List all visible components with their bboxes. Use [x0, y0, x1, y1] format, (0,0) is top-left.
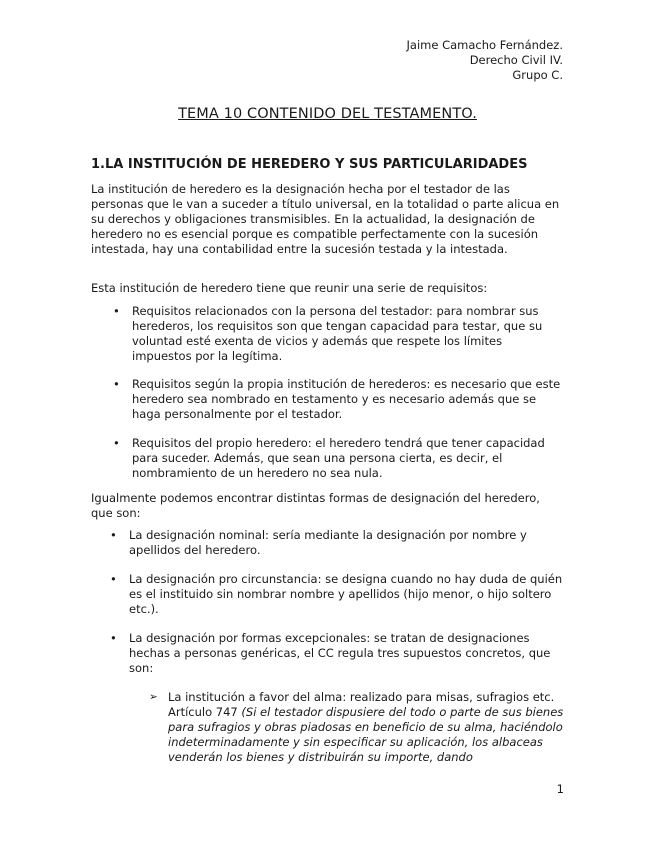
- list-item: [110, 572, 563, 617]
- header-course: Derecho Civil IV.: [469, 53, 563, 67]
- requisites-intro: Esta institución de heredero tiene que reunir una serie de requisitos:: [91, 281, 488, 295]
- requisite-text: Requisitos relacionados con la persona del testador: para nombrar sus herederos, los requisitos son que tengan capacidad para testar, que su voluntad esté exenta de vicios y además que respete los límites impuestos por la legítima.: [132, 304, 543, 363]
- requisite-text: Requisitos según la propia institución de herederos: es necesario que este heredero sea nombrado en testamento y es necesario además que se haga personalmente por el testador.: [132, 377, 561, 421]
- arrow-bullet-icon: ➢: [149, 691, 158, 703]
- page-number: 1: [556, 782, 564, 796]
- forms-intro: Igualmente podemos encontrar distintas formas de designación del heredero, que son:: [91, 491, 540, 520]
- sub-item-paragraph: [168, 690, 567, 765]
- list-item: [110, 528, 563, 558]
- bullet-disc-icon: •: [110, 631, 117, 645]
- sub-item-text: La institución a favor del alma: realizado para misas, sufragios etc. Artículo 747: [168, 690, 555, 719]
- document-title: TEMA 10 CONTENIDO DEL TESTAMENTO.: [178, 106, 477, 122]
- section-heading: 1.LA INSTITUCIÓN DE HEREDERO Y SUS PARTICULARIDADES: [91, 157, 528, 172]
- sub-item-quote: (Si el testador dispusiere del todo o parte de sus bienes para sufragios y obras piadosas en beneficio de su alma, haciéndolo indeterminadamente y sin especificar su aplicación, los albaceas venderán los bienes y distribuirán su importe, dando: [168, 705, 564, 764]
- sub-list-item: [149, 690, 567, 765]
- form-text: La designación nominal: sería mediante la designación por nombre y apellidos del heredero.: [129, 528, 527, 557]
- list-item: [113, 377, 563, 422]
- header-author: Jaime Camacho Fernández.: [406, 38, 563, 52]
- requisite-text: Requisitos del propio heredero: el heredero tendrá que tener capacidad para suceder. Además, que sean una persona cierta, es decir, el nombramiento de un heredero no sea nula.: [132, 436, 545, 480]
- form-text: La designación por formas excepcionales: se tratan de designaciones hechas a personas genéricas, el CC regula tres supuestos concretos, que son:: [129, 631, 551, 675]
- intro-paragraph: La institución de heredero es la designación hecha por el testador de las personas que le van a suceder a título universal, en la totalidad o parte alicua en su derechos y obligaciones transmisibles. En la actualidad, la designación de heredero no es esencial porque es compatible perfectamente con la sucesión intestada, hay una contabilidad entre la sucesión testada y la intestada.: [91, 182, 560, 256]
- bullet-disc-icon: •: [110, 528, 117, 542]
- bullet-disc-icon: •: [113, 377, 120, 391]
- document-header: [407, 38, 563, 83]
- bullet-disc-icon: •: [110, 572, 117, 586]
- form-text: La designación pro circunstancia: se designa cuando no hay duda de quién es el instituido sin nombrar nombre y apellidos (hijo menor, o hijo soltero etc.).: [129, 572, 563, 616]
- bullet-disc-icon: •: [113, 436, 120, 450]
- header-group: Grupo C.: [512, 68, 563, 82]
- list-item: [110, 631, 563, 676]
- list-item: [113, 304, 563, 364]
- bullet-disc-icon: •: [113, 304, 120, 318]
- list-item: [113, 436, 563, 481]
